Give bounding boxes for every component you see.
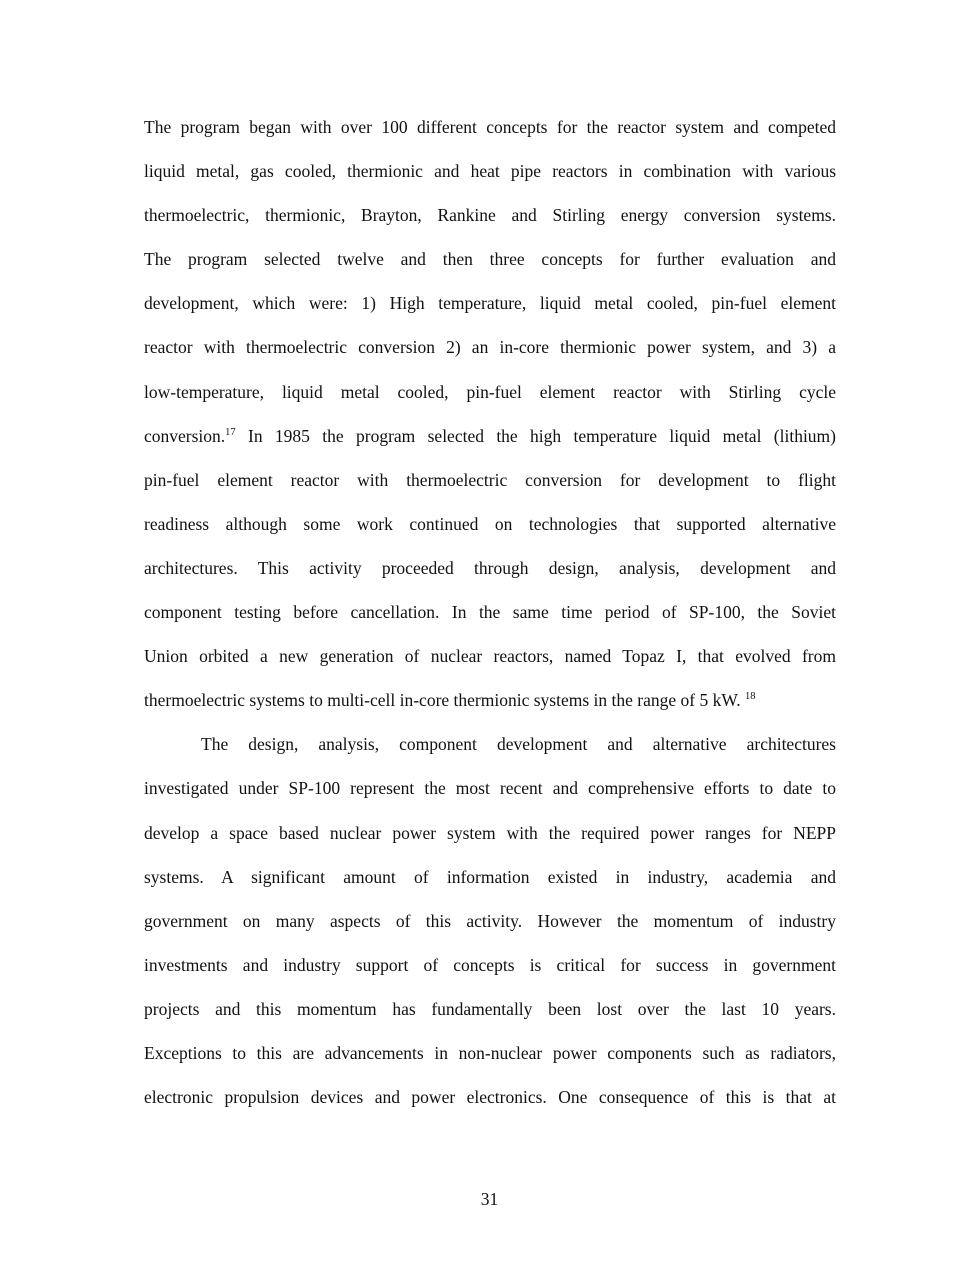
text-segment: conversion. bbox=[144, 425, 226, 446]
text-line: readiness although some work continued on technologies that supported alternative bbox=[144, 513, 836, 534]
text-line: develop a space based nuclear power system with the required power ranges for NEPP bbox=[144, 822, 836, 843]
text-line: component testing before cancellation. In the same time period of SP-100, the Soviet bbox=[144, 602, 836, 623]
text-line bbox=[144, 414, 836, 458]
text-line: The program selected twelve and then three concepts for further evaluation and bbox=[144, 249, 836, 270]
text-line: government on many aspects of this activity. However the momentum of industry bbox=[144, 910, 836, 931]
text-segment: In 1985 the program selected the high temperature liquid metal (lithium) bbox=[248, 425, 836, 446]
text-line: The program began with over 100 different concepts for the reactor system and competed bbox=[144, 117, 836, 137]
text-line: pin-fuel element reactor with thermoelectric conversion for development to flight bbox=[144, 469, 836, 490]
page-number: 31 bbox=[480, 1189, 499, 1209]
text-line: electronic propulsion devices and power electronics. One consequence of this is that at bbox=[144, 1087, 836, 1108]
text-line: Exceptions to this are advancements in non-nuclear power components such as radiators, bbox=[144, 1042, 836, 1063]
text-line: reactor with thermoelectric conversion 2) an in-core thermionic power system, and 3) a bbox=[144, 337, 836, 358]
text-line: investigated under SP-100 represent the most recent and comprehensive efforts to date to bbox=[144, 778, 836, 799]
text-line: The design, analysis, component development and alternative architectures bbox=[201, 734, 836, 755]
footnote-reference-18: 18 bbox=[745, 691, 756, 703]
footnote-reference-17: 17 bbox=[225, 426, 236, 438]
paragraph-2 bbox=[144, 722, 836, 1119]
body-text bbox=[144, 105, 836, 1119]
text-line: development, which were: 1) High temperature, liquid metal cooled, pin-fuel element bbox=[144, 293, 836, 314]
text-line: low-temperature, liquid metal cooled, pin-fuel element reactor with Stirling cycle bbox=[144, 381, 836, 402]
text-line bbox=[144, 678, 836, 722]
paragraph-1 bbox=[144, 105, 836, 722]
text-line: Union orbited a new generation of nuclear reactors, named Topaz I, that evolved from bbox=[144, 646, 836, 667]
text-line: liquid metal, gas cooled, thermionic and heat pipe reactors in combination with various bbox=[144, 161, 836, 182]
text-line: investments and industry support of concepts is critical for success in government bbox=[144, 954, 836, 975]
text-line: projects and this momentum has fundamentally been lost over the last 10 years. bbox=[144, 998, 836, 1019]
text-line: thermoelectric, thermionic, Brayton, Rankine and Stirling energy conversion systems. bbox=[144, 205, 836, 226]
text-line: systems. A significant amount of information existed in industry, academia and bbox=[144, 866, 836, 887]
text-segment: thermoelectric systems to multi-cell in-core thermionic systems in the range of 5 kW. bbox=[144, 690, 741, 711]
text-line: architectures. This activity proceeded through design, analysis, development and bbox=[144, 557, 836, 578]
